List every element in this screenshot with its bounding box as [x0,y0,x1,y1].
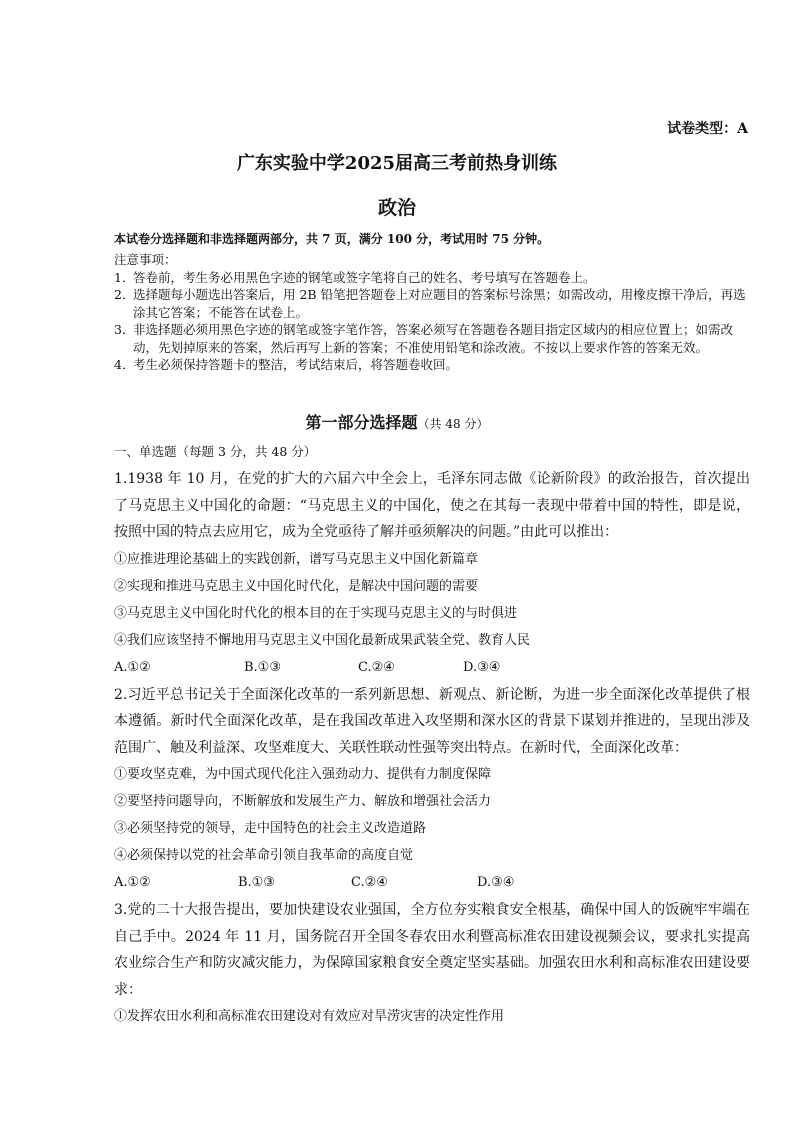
answer-choice-b: B.①③ [238,875,275,890]
notice-item [114,269,754,287]
question-3 [114,897,750,1030]
exam-intro: 本试卷分选择题和非选择题两部分，共 7 页，满分 100 分，考试用时 75 分钟。 [114,232,550,246]
question-type-label: 一、单选题（每题 3 分，共 48 分） [114,444,317,459]
question-stem: 1.1938 年 10 月，在党的扩大的六届六中全会上，毛泽东同志做《论新阶段》的政治报告，首次提出了马克思主义中国化的命题：“马克思主义的中国化，使之在其每一表现中带着中国的特性，即是说，按照中国的特点去应用它，成为全党亟待了解并亟须解决的问题。”由此可以推出： [114,471,750,540]
notice-item [114,286,754,321]
question-option: ③必须坚持党的领导，走中国特色的社会主义改造道路 [114,821,427,836]
question-option: ④我们应该坚持不懈地用马克思主义中国化最新成果武装全党、教育人民 [114,632,531,648]
notice-item-number: 3． [114,322,135,337]
notice-item-number: 1． [114,269,135,285]
question-option: ④必须保持以党的社会革命引领自我革命的高度自觉 [114,848,414,863]
notice-heading: 注意事项： [114,252,177,267]
question-option: ①要攻坚克难，为中国式现代化注入强劲动力、提供有力制度保障 [114,767,492,782]
answer-choice-a: A.①② [114,659,151,675]
question-stem: 2.习近平总书记关于全面深化改革的一系列新思想、新观点、新论断，为进一步全面深化改革提供了根本遵循。新时代全面深化改革，是在我国改革进入攻坚期和深水区的背景下谋划并推进的，呈现出涉及范围广、触及利益深、攻坚难度大、关联性联动性强等突出特点。在新时代，全面深化改革： [114,686,750,756]
answer-choice-d: D.③④ [477,875,515,890]
notice-item-number: 4． [114,357,135,372]
notice-block [114,251,754,374]
question-option: ②要坚持问题导向，不断解放和发展生产力、解放和增强社会活力 [114,794,492,809]
exam-type-label: 试卷类型：A [667,121,748,137]
notice-item-text: 选择题每小题选出答案后，用 2B 铅笔把答题卷上对应题目的答案标号涂黑；如需改动，用橡皮擦干净后，再选涂其它答案；不能答在试卷上。 [133,287,746,320]
question-option: ③马克思主义中国化时代化的根本目的在于实现马克思主义的与时俱进 [114,605,518,621]
answer-choice-d: D.③④ [463,659,501,675]
question-option: ①应推进理论基础上的实践创新，谱写马克思主义中国化新篇章 [114,551,479,567]
section-score: （共 48 分） [417,417,489,431]
notice-item-number: 2． [114,287,135,302]
section-title [0,410,794,433]
question-2 [114,682,750,898]
subject-title: 政治 [377,197,416,219]
answer-choice-c: C.②④ [351,875,388,890]
question-list [114,466,750,1030]
notice-item-text: 考生必须保持答题卡的整洁，考试结束后，将答题卷收回。 [133,357,459,372]
notice-item [114,321,754,356]
answer-choice-c: C.②④ [358,659,395,675]
question-option: ①发挥农田水利和高标准农田建设对有效应对旱涝灾害的决定性作用 [114,1009,505,1024]
question-1 [114,466,750,682]
answer-choice-a: A.①② [114,875,151,890]
answer-choices [114,869,750,897]
question-stem: 3.党的二十大报告提出，要加快建设农业强国，全方位夯实粮食安全根基，确保中国人的饭碗牢牢端在自己手中。2024 年 11 月，国务院召开全国冬春农田水利暨高标准农田建设视频会议，要求扎实提高农业综合生产和防灾减灾能力，为保障国家粮食安全奠定坚实基础。加强农田水利和高标准农田建设要求： [114,902,750,998]
page-title: 广东实验中学2025届高三考前热身训练 [236,153,558,174]
section-title-text: 第一部分选择题 [305,413,418,432]
notice-item [114,356,754,374]
question-option: ②实现和推进马克思主义中国化时代化，是解决中国问题的需要 [114,578,479,594]
answer-choices [114,654,750,682]
notice-item-text: 答卷前，考生务必用黑色字迹的钢笔或签字笔将自己的姓名、考号填写在答题卷上。 [133,269,596,285]
notice-item-text: 非选择题必须用黑色字迹的钢笔或签字笔作答，答案必须写在答题卷各题目指定区域内的相应位置上；如需改动，先划掉原来的答案，然后再写上新的答案；不准使用铅笔和涂改液。不按以上要求作答的答案无效。 [133,322,734,355]
answer-choice-b: B.①③ [244,659,281,675]
